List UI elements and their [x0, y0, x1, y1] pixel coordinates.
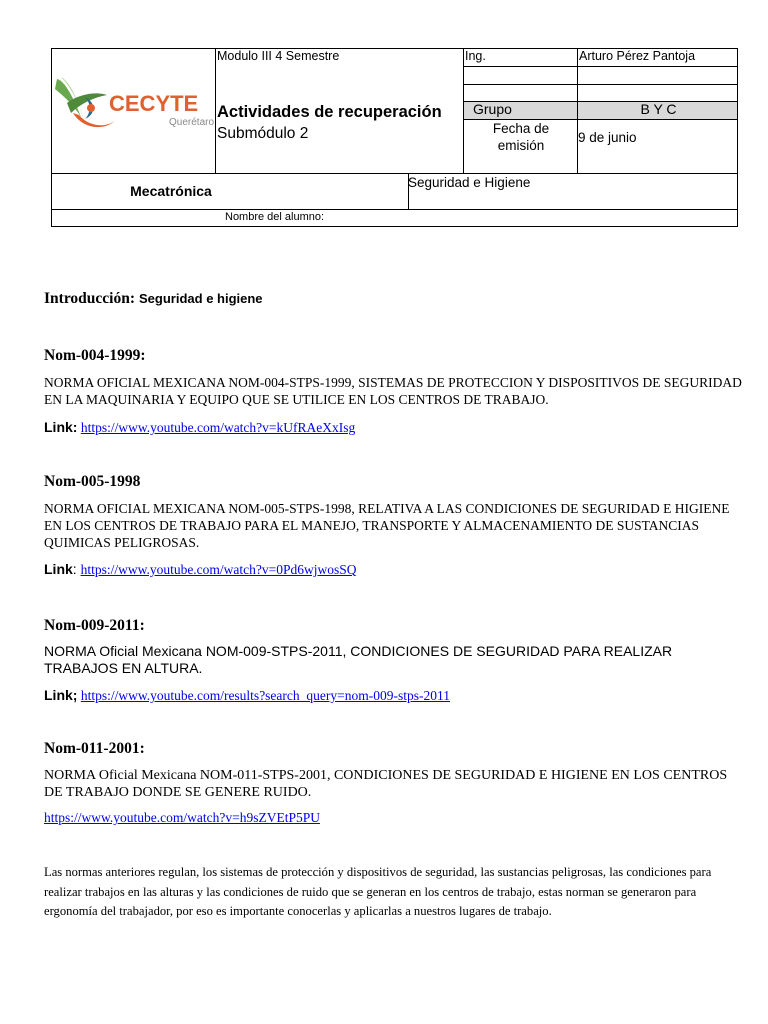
subject-name: Seguridad e Higiene [408, 175, 531, 190]
intro-topic: Seguridad e higiene [139, 291, 263, 306]
section-title: Nom-009-2011: [44, 617, 145, 634]
section-title: Nom-004-1999: [44, 347, 146, 364]
svg-text:CECYTE: CECYTE [109, 91, 199, 116]
divider [577, 101, 578, 120]
section-text: NORMA Oficial Mexicana NOM-009-STPS-2011, CONDICIONES DE SEGURIDAD PARA REALIZAR TRABAJOS EN ALTURA. [44, 643, 673, 676]
career-name: Mecatrónica [130, 183, 212, 199]
section-link-line [44, 810, 320, 826]
section-text: NORMA Oficial Mexicana NOM-011-STPS-2001, CONDICIONES DE SEGURIDAD E HIGIENE EN LOS CENTROS DE TRABAJO DONDE SE GENERE RUIDO. [44, 768, 728, 800]
document-header-table [51, 48, 738, 227]
youtube-link[interactable]: https://www.youtube.com/watch?v=0Pd6wjwosSQ [80, 562, 357, 577]
issue-date-label: Fecha de emisión [492, 121, 550, 153]
group-value: B Y C [640, 101, 677, 117]
svg-text:Querétaro: Querétaro [169, 117, 215, 128]
student-row [51, 209, 738, 227]
section-link-line [44, 419, 355, 436]
issue-date: 9 de junio [578, 130, 637, 145]
link-label: Link: [44, 419, 78, 435]
section-text: NORMA OFICIAL MEXICANA NOM-005-STPS-1998, RELATIVA A LAS CONDICIONES DE SEGURIDAD E HIGIENE EN LOS CENTROS DE TRABAJO PARA EL MANEJO, TRANSPORTE Y ALMACENAMIENTO DE SUSTANCIAS QUIMICAS PELIGROSAS. [44, 501, 730, 550]
conclusion-paragraph: Las normas anteriores regulan, los sistemas de protección y dispositivos de seguridad, las sustancias peligrosas, las condiciones para realizar trabajos en las alturas y las condiciones de ruido que se generan en los centros de trabajo, estas norman se generaron para ergonomía del trabajador, por eso es importante conocerlas y aplicarlas a nuestros lugares de trabajo. [44, 865, 712, 918]
section-link-line: Link: https://www.youtube.com/watch?v=0Pd6wjwosSQ [44, 561, 357, 577]
teacher-name: Arturo Pérez Pantoja [579, 49, 696, 63]
document-title: Actividades de recuperación [217, 103, 442, 121]
group-label: Grupo [473, 101, 512, 117]
submodule-label: Submódulo 2 [217, 125, 309, 142]
youtube-link[interactable]: https://www.youtube.com/watch?v=kUfRAeXxIsg [80, 420, 356, 435]
ing-label: Ing. [465, 49, 486, 63]
divider [463, 84, 738, 85]
section-title: Nom-005-1998 [44, 473, 141, 490]
intro-heading [44, 290, 263, 308]
section-title: Nom-011-2001: [44, 740, 145, 757]
intro-label: Introducción: [44, 290, 136, 307]
cecyte-logo-icon [51, 73, 216, 143]
youtube-link[interactable]: https://www.youtube.com/watch?v=h9sZVEtP5PU [44, 810, 320, 825]
student-name-label: Nombre del alumno: [225, 211, 325, 223]
youtube-link[interactable]: https://www.youtube.com/results?search_query=nom-009-stps-2011 [80, 688, 451, 703]
section-link-line [44, 687, 450, 704]
link-label: Link; [44, 687, 78, 703]
section-text: NORMA OFICIAL MEXICANA NOM-004-STPS-1999, SISTEMAS DE PROTECCION Y DISPOSITIVOS DE SEGURIDAD EN LA MAQUINARIA Y EQUIPO QUE SE UTILICE EN LOS CENTROS DE TRABAJO. [44, 375, 742, 407]
cecyte-logo [51, 73, 216, 143]
module-label: Modulo III 4 Semestre [217, 49, 340, 63]
link-label: Link [44, 561, 73, 577]
divider [463, 66, 738, 67]
